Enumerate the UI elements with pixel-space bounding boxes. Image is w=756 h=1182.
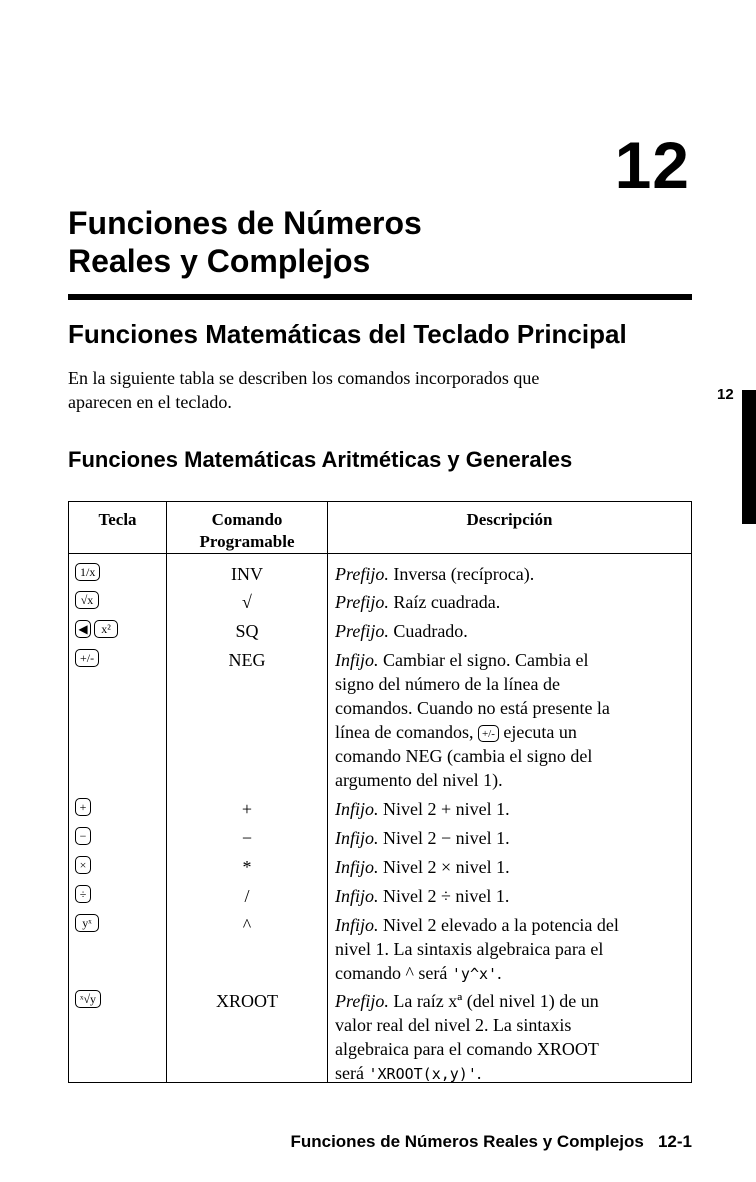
square-key-icon: x² — [94, 620, 118, 638]
description-cell: Prefijo. La raíz xª (del nivel 1) de un valor real del nivel 2. La sintaxis algebraica para el comando XROOT será 'XROOT(x,y)'. — [335, 991, 599, 1083]
plus-key-icon: + — [75, 798, 91, 816]
minus-key-icon: − — [75, 827, 91, 845]
command-cell: INV — [231, 564, 263, 584]
description-cell: Prefijo. Inversa (recíproca). — [335, 564, 535, 584]
footer-title: Funciones de Números Reales y Complejos — [290, 1132, 644, 1151]
command-cell: − — [241, 828, 253, 848]
command-cell: SQ — [235, 621, 259, 641]
column-divider — [327, 502, 328, 1082]
header-command-line1: Comando — [211, 510, 283, 529]
subsection-title: Funciones Matemáticas Aritméticas y Generales — [68, 447, 573, 472]
command-cell: + — [241, 799, 253, 819]
command-cell: NEG — [228, 650, 266, 670]
intro-line2: aparecen en el teclado. — [68, 392, 232, 412]
divide-key-icon: ÷ — [75, 885, 91, 903]
description-cell: Infijo. Nivel 2 × nivel 1. — [335, 857, 510, 877]
description-cell: Infijo. Nivel 2 + nivel 1. — [335, 799, 510, 819]
page-footer — [290, 1132, 692, 1152]
thumb-tab — [742, 390, 756, 524]
description-cell: Prefijo. Cuadrado. — [335, 621, 468, 641]
header-command — [167, 509, 327, 553]
power-key-icon: yˣ — [75, 914, 99, 932]
thumb-tab-label: 12 — [717, 386, 734, 403]
description-cell: Infijo. Cambiar el signo. Cambia el signo del número de la línea de comandos. Cuando no está presente la línea de comandos, +/- ejecuta un comando NEG (cambia el signo del argumento del nivel 1). — [335, 650, 610, 790]
chapter-title — [68, 204, 422, 280]
command-cell: ^ — [242, 915, 252, 935]
page-number: 12-1 — [657, 1132, 692, 1151]
inverse-key-icon: 1/x — [75, 563, 100, 581]
description-cell: Infijo. Nivel 2 ÷ nivel 1. — [335, 886, 510, 906]
command-cell: XROOT — [216, 991, 278, 1011]
description-cell: Infijo. Nivel 2 elevado a la potencia del nivel 1. La sintaxis algebraica para el comando ^ será 'y^x'. — [335, 915, 619, 983]
command-cell: √ — [242, 592, 252, 612]
section-intro — [68, 366, 668, 414]
chapter-number: 12 — [614, 128, 690, 202]
header-key: Tecla — [98, 510, 137, 529]
change-sign-key-icon: +/- — [478, 725, 499, 742]
description-cell: Infijo. Nivel 2 − nivel 1. — [335, 828, 510, 848]
description-cell: Prefijo. Raíz cuadrada. — [335, 592, 501, 612]
title-rule — [68, 294, 692, 300]
intro-line1: En la siguiente tabla se describen los comandos incorporados que — [68, 368, 540, 388]
change-sign-key-icon: +/- — [75, 649, 99, 667]
command-cell: / — [244, 886, 250, 906]
functions-table — [68, 501, 692, 1083]
section-title: Funciones Matemáticas del Teclado Principal — [68, 319, 627, 349]
left-shift-key-icon: ◀ — [75, 620, 91, 638]
header-description: Descripción — [466, 510, 553, 529]
square-root-key-icon: √x — [75, 591, 99, 609]
header-divider — [69, 553, 691, 554]
chapter-title-line1: Funciones de Números — [68, 205, 422, 241]
header-command-line2: Programable — [199, 532, 295, 551]
xroot-key-icon: ˣ√y — [75, 990, 101, 1008]
command-cell: * — [242, 857, 252, 877]
chapter-title-line2: Reales y Complejos — [68, 243, 371, 279]
multiply-key-icon: × — [75, 856, 91, 874]
